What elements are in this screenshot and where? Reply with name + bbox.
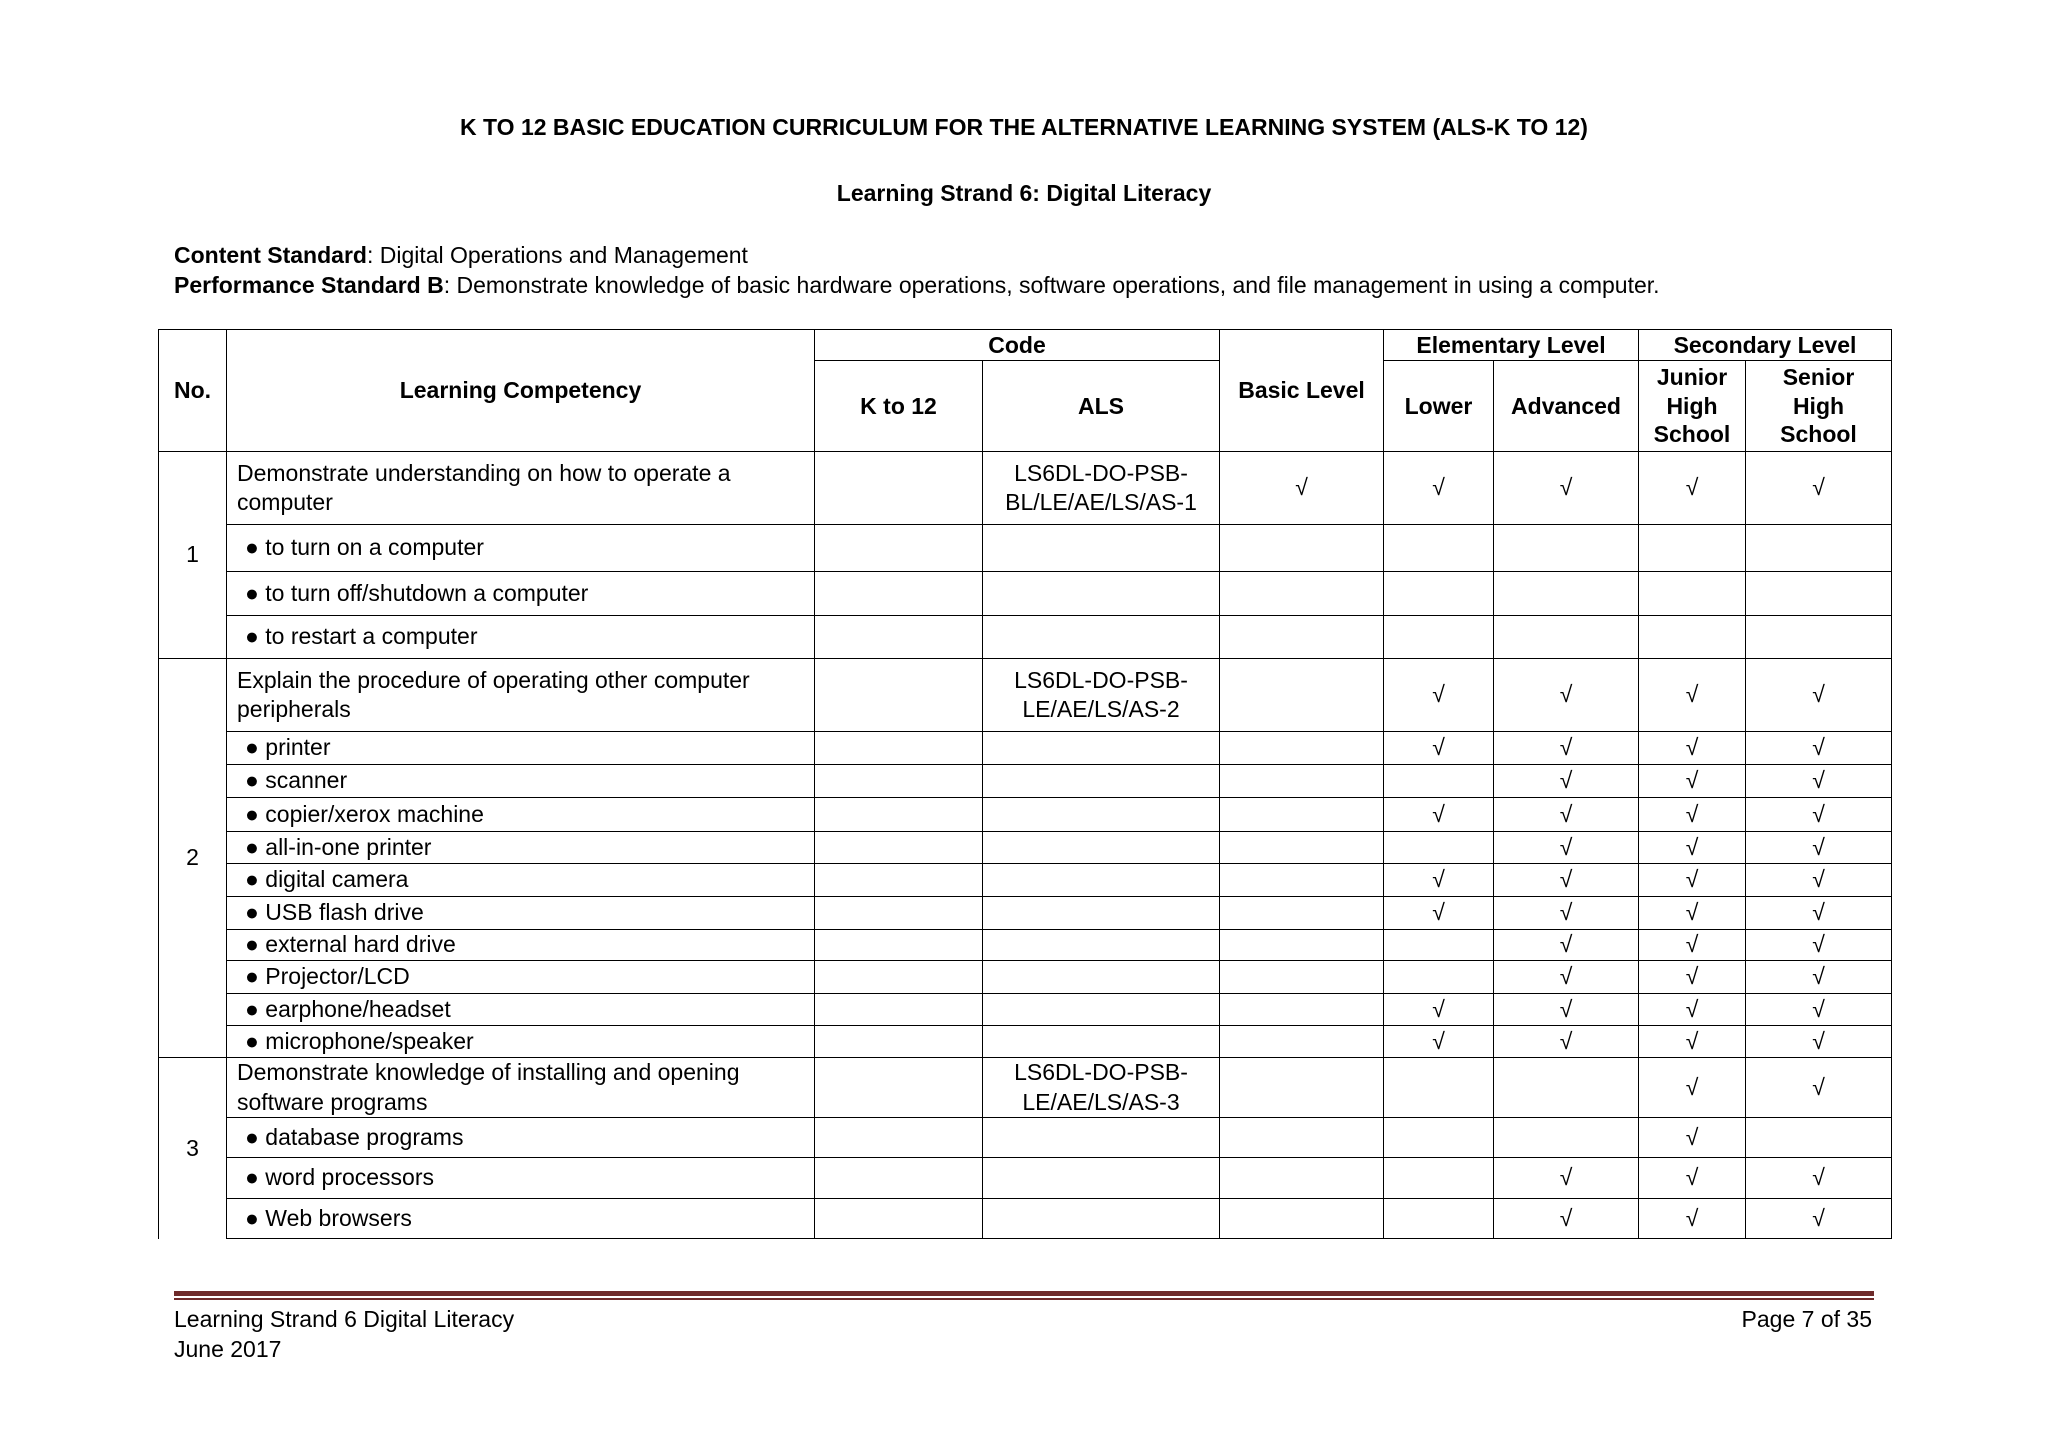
competency-sub-item: ● word processors — [227, 1158, 815, 1199]
code-k-to-12-cell — [815, 525, 983, 572]
competency-sub-item: ● external hard drive — [227, 930, 815, 961]
footer-left — [174, 1304, 514, 1364]
senior-high-cell: √ — [1746, 452, 1892, 525]
content-standard-value: : Digital Operations and Management — [366, 242, 748, 268]
code-als-cell — [983, 732, 1220, 765]
code-k-to-12-cell — [815, 1158, 983, 1199]
elementary-advanced-cell — [1494, 525, 1639, 572]
junior-high-cell: √ — [1639, 1118, 1746, 1158]
footer-page-number: Page 7 of 35 — [1741, 1306, 1872, 1332]
header-lower: Lower — [1384, 361, 1494, 452]
competency-sub-item: ● Web browsers — [227, 1199, 815, 1239]
competency-table — [158, 329, 1892, 1239]
footer-date: June 2017 — [174, 1336, 282, 1362]
table-row — [159, 961, 1892, 994]
code-als-cell: LS6DL-DO-PSB-BL/LE/AE/LS/AS-1 — [983, 452, 1220, 525]
senior-high-cell: √ — [1746, 961, 1892, 994]
code-als-cell — [983, 832, 1220, 864]
elementary-advanced-cell — [1494, 616, 1639, 659]
competency-sub-item: ● earphone/headset — [227, 994, 815, 1026]
content-standard-line — [174, 240, 1934, 270]
code-k-to-12-cell — [815, 572, 983, 616]
elementary-advanced-cell: √ — [1494, 659, 1639, 732]
code-als-cell: LS6DL-DO-PSB-LE/AE/LS/AS-2 — [983, 659, 1220, 732]
elementary-lower-cell: √ — [1384, 798, 1494, 832]
junior-high-cell: √ — [1639, 930, 1746, 961]
junior-high-cell: √ — [1639, 1026, 1746, 1058]
elementary-advanced-cell — [1494, 1118, 1639, 1158]
code-k-to-12-cell — [815, 897, 983, 930]
junior-high-cell: √ — [1639, 732, 1746, 765]
code-als-cell — [983, 572, 1220, 616]
elementary-lower-cell: √ — [1384, 864, 1494, 897]
header-code: Code — [815, 330, 1220, 361]
code-k-to-12-cell — [815, 1118, 983, 1158]
table-row — [159, 452, 1892, 525]
code-k-to-12-cell — [815, 765, 983, 798]
elementary-lower-cell — [1384, 1118, 1494, 1158]
elementary-lower-cell — [1384, 572, 1494, 616]
elementary-lower-cell: √ — [1384, 452, 1494, 525]
code-k-to-12-cell — [815, 930, 983, 961]
senior-high-cell: √ — [1746, 1026, 1892, 1058]
code-k-to-12-cell — [815, 616, 983, 659]
competency-sub-item: ● digital camera — [227, 864, 815, 897]
table-row — [159, 525, 1892, 572]
basic-level-cell — [1220, 525, 1384, 572]
elementary-lower-cell — [1384, 1199, 1494, 1239]
table-row — [159, 616, 1892, 659]
junior-high-cell: √ — [1639, 994, 1746, 1026]
elementary-advanced-cell — [1494, 572, 1639, 616]
senior-high-cell: √ — [1746, 897, 1892, 930]
code-k-to-12-cell — [815, 994, 983, 1026]
basic-level-cell — [1220, 659, 1384, 732]
elementary-lower-cell — [1384, 832, 1494, 864]
senior-high-cell: √ — [1746, 732, 1892, 765]
junior-high-cell: √ — [1639, 1158, 1746, 1199]
table-row — [159, 798, 1892, 832]
elementary-advanced-cell: √ — [1494, 452, 1639, 525]
senior-high-cell: √ — [1746, 1199, 1892, 1239]
competency-cell: Demonstrate knowledge of installing and opening software programs — [227, 1058, 815, 1118]
competency-sub-item: ● USB flash drive — [227, 897, 815, 930]
competency-cell: Explain the procedure of operating other computer peripherals — [227, 659, 815, 732]
footer-strand-title: Learning Strand 6 Digital Literacy — [174, 1306, 515, 1332]
code-als-cell — [983, 961, 1220, 994]
senior-high-cell — [1746, 1118, 1892, 1158]
junior-high-cell: √ — [1639, 765, 1746, 798]
row-number-cell: 2 — [159, 659, 227, 1058]
row-number-cell: 1 — [159, 452, 227, 659]
senior-high-cell — [1746, 525, 1892, 572]
senior-high-cell — [1746, 616, 1892, 659]
basic-level-cell — [1220, 572, 1384, 616]
senior-high-cell: √ — [1746, 659, 1892, 732]
code-als-cell — [983, 1199, 1220, 1239]
senior-high-cell: √ — [1746, 765, 1892, 798]
table-row — [159, 732, 1892, 765]
table-row — [159, 832, 1892, 864]
elementary-lower-cell — [1384, 930, 1494, 961]
code-k-to-12-cell — [815, 961, 983, 994]
basic-level-cell — [1220, 1199, 1384, 1239]
senior-high-cell — [1746, 572, 1892, 616]
senior-high-cell: √ — [1746, 930, 1892, 961]
elementary-lower-cell — [1384, 1058, 1494, 1118]
basic-level-cell: √ — [1220, 452, 1384, 525]
elementary-lower-cell: √ — [1384, 659, 1494, 732]
junior-high-cell: √ — [1639, 1199, 1746, 1239]
basic-level-cell — [1220, 765, 1384, 798]
competency-sub-item: ● to turn on a computer — [227, 525, 815, 572]
elementary-advanced-cell: √ — [1494, 832, 1639, 864]
junior-high-cell: √ — [1639, 1058, 1746, 1118]
elementary-advanced-cell: √ — [1494, 1199, 1639, 1239]
basic-level-cell — [1220, 798, 1384, 832]
senior-high-cell: √ — [1746, 864, 1892, 897]
competency-sub-item: ● all-in-one printer — [227, 832, 815, 864]
code-als-cell — [983, 616, 1220, 659]
content-standard-label: Content Standard — [174, 242, 367, 268]
table-row — [159, 1026, 1892, 1058]
document-subtitle: Learning Strand 6: Digital Literacy — [836, 180, 1212, 206]
basic-level-cell — [1220, 832, 1384, 864]
header-als: ALS — [983, 361, 1220, 452]
code-k-to-12-cell — [815, 1026, 983, 1058]
competency-cell: Demonstrate understanding on how to operate a computer — [227, 452, 815, 525]
basic-level-cell — [1220, 1026, 1384, 1058]
code-k-to-12-cell — [815, 832, 983, 864]
header-k-to-12: K to 12 — [815, 361, 983, 452]
junior-high-cell: √ — [1639, 659, 1746, 732]
junior-high-cell: √ — [1639, 832, 1746, 864]
footer-rule-thick — [174, 1291, 1874, 1296]
header-learning-competency: Learning Competency — [227, 330, 815, 452]
code-k-to-12-cell — [815, 864, 983, 897]
code-als-cell — [983, 765, 1220, 798]
code-k-to-12-cell — [815, 798, 983, 832]
table-row — [159, 1058, 1892, 1118]
senior-high-cell: √ — [1746, 832, 1892, 864]
table-row — [159, 864, 1892, 897]
table-row — [159, 1118, 1892, 1158]
footer-rule-thin — [174, 1298, 1874, 1300]
header-elementary-level: Elementary Level — [1384, 330, 1639, 361]
table-header — [159, 330, 1892, 452]
elementary-lower-cell: √ — [1384, 732, 1494, 765]
junior-high-cell — [1639, 616, 1746, 659]
code-k-to-12-cell — [815, 1058, 983, 1118]
junior-high-cell: √ — [1639, 897, 1746, 930]
elementary-advanced-cell: √ — [1494, 732, 1639, 765]
junior-high-cell — [1639, 572, 1746, 616]
elementary-lower-cell — [1384, 616, 1494, 659]
basic-level-cell — [1220, 1058, 1384, 1118]
elementary-lower-cell — [1384, 961, 1494, 994]
competency-sub-item: ● to turn off/shutdown a computer — [227, 572, 815, 616]
elementary-lower-cell: √ — [1384, 1026, 1494, 1058]
code-als-cell — [983, 1026, 1220, 1058]
header-secondary-level: Secondary Level — [1639, 330, 1892, 361]
elementary-advanced-cell: √ — [1494, 798, 1639, 832]
code-als-cell — [983, 930, 1220, 961]
header-row — [159, 330, 1892, 361]
competency-sub-item: ● microphone/speaker — [227, 1026, 815, 1058]
elementary-advanced-cell: √ — [1494, 1026, 1639, 1058]
elementary-advanced-cell: √ — [1494, 864, 1639, 897]
document-title: K TO 12 BASIC EDUCATION CURRICULUM FOR THE ALTERNATIVE LEARNING SYSTEM (ALS-K TO 12) — [460, 114, 1588, 140]
elementary-advanced-cell — [1494, 1058, 1639, 1118]
basic-level-cell — [1220, 930, 1384, 961]
table-row — [159, 659, 1892, 732]
elementary-advanced-cell: √ — [1494, 765, 1639, 798]
table-row — [159, 994, 1892, 1026]
code-k-to-12-cell — [815, 659, 983, 732]
basic-level-cell — [1220, 616, 1384, 659]
code-als-cell — [983, 994, 1220, 1026]
junior-high-cell: √ — [1639, 452, 1746, 525]
performance-standard-label: Performance Standard B — [174, 272, 444, 298]
code-als-cell — [983, 864, 1220, 897]
table-row — [159, 897, 1892, 930]
competency-sub-item: ● scanner — [227, 765, 815, 798]
header-basic-level: Basic Level — [1220, 330, 1384, 452]
basic-level-cell — [1220, 1118, 1384, 1158]
table-row — [159, 930, 1892, 961]
elementary-lower-cell — [1384, 525, 1494, 572]
table-row — [159, 765, 1892, 798]
performance-standard-value: : Demonstrate knowledge of basic hardware operations, software operations, and file management in using a computer. — [443, 272, 1660, 298]
code-als-cell — [983, 798, 1220, 832]
junior-high-cell — [1639, 525, 1746, 572]
elementary-lower-cell — [1384, 1158, 1494, 1199]
elementary-advanced-cell: √ — [1494, 961, 1639, 994]
competency-sub-item: ● copier/xerox machine — [227, 798, 815, 832]
elementary-lower-cell: √ — [1384, 994, 1494, 1026]
elementary-advanced-cell: √ — [1494, 1158, 1639, 1199]
basic-level-cell — [1220, 1158, 1384, 1199]
senior-high-cell: √ — [1746, 994, 1892, 1026]
code-als-cell — [983, 525, 1220, 572]
elementary-lower-cell — [1384, 765, 1494, 798]
code-k-to-12-cell — [815, 1199, 983, 1239]
header-junior-high-school: Junior High School — [1639, 361, 1746, 452]
senior-high-cell: √ — [1746, 798, 1892, 832]
competency-sub-item: ● database programs — [227, 1118, 815, 1158]
code-k-to-12-cell — [815, 732, 983, 765]
basic-level-cell — [1220, 961, 1384, 994]
competency-sub-item: ● to restart a computer — [227, 616, 815, 659]
basic-level-cell — [1220, 994, 1384, 1026]
table-row — [159, 572, 1892, 616]
header-senior-high-school: Senior High School — [1746, 361, 1892, 452]
elementary-lower-cell: √ — [1384, 897, 1494, 930]
standards-block — [174, 240, 1934, 300]
junior-high-cell: √ — [1639, 961, 1746, 994]
code-als-cell — [983, 1158, 1220, 1199]
elementary-advanced-cell: √ — [1494, 930, 1639, 961]
senior-high-cell: √ — [1746, 1058, 1892, 1118]
performance-standard-line — [174, 270, 1934, 300]
code-als-cell: LS6DL-DO-PSB-LE/AE/LS/AS-3 — [983, 1058, 1220, 1118]
senior-high-cell: √ — [1746, 1158, 1892, 1199]
junior-high-cell: √ — [1639, 864, 1746, 897]
elementary-advanced-cell: √ — [1494, 994, 1639, 1026]
code-k-to-12-cell — [815, 452, 983, 525]
code-als-cell — [983, 897, 1220, 930]
header-no: No. — [159, 330, 227, 452]
code-als-cell — [983, 1118, 1220, 1158]
basic-level-cell — [1220, 897, 1384, 930]
basic-level-cell — [1220, 864, 1384, 897]
competency-sub-item: ● Projector/LCD — [227, 961, 815, 994]
table-row — [159, 1199, 1892, 1239]
elementary-advanced-cell: √ — [1494, 897, 1639, 930]
junior-high-cell: √ — [1639, 798, 1746, 832]
table-row — [159, 1158, 1892, 1199]
table-body — [159, 452, 1892, 1239]
row-number-cell: 3 — [159, 1058, 227, 1239]
basic-level-cell — [1220, 732, 1384, 765]
header-advanced: Advanced — [1494, 361, 1639, 452]
competency-sub-item: ● printer — [227, 732, 815, 765]
